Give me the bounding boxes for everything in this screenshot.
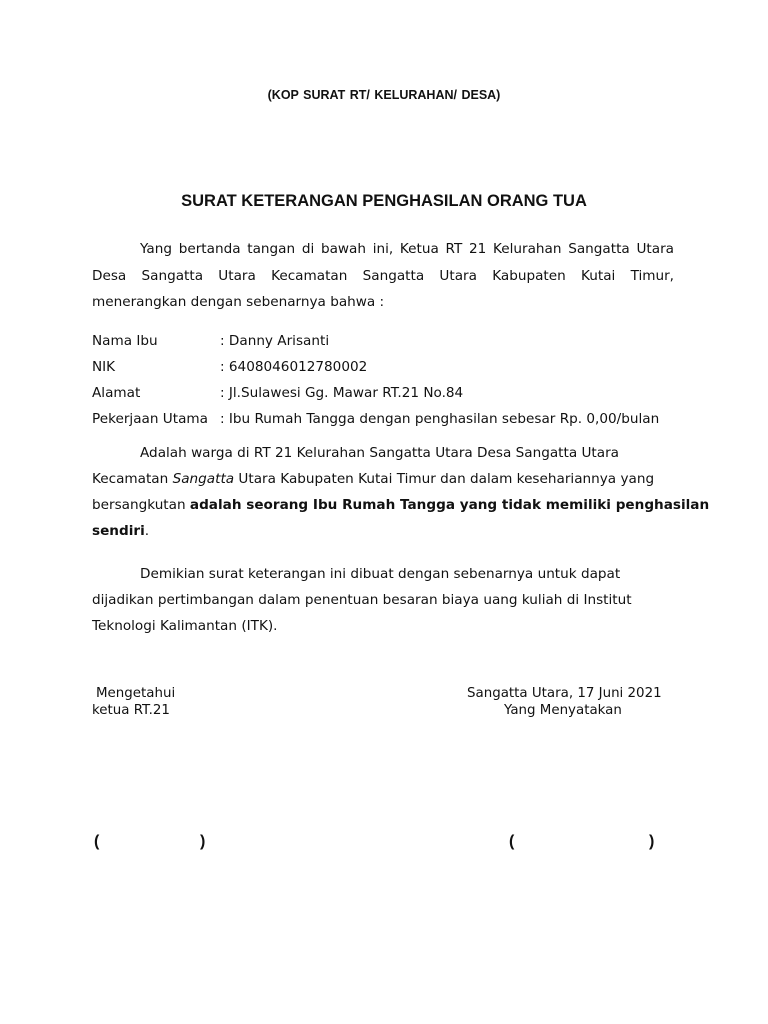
- right-signature-close-paren: ): [649, 833, 655, 850]
- field-label: Alamat: [92, 385, 141, 401]
- place-date: Sangatta Utara, 17 Juni 2021: [467, 686, 662, 701]
- statement-line: [92, 492, 709, 518]
- right-signature-open-paren: (: [509, 833, 515, 850]
- field-label: NIK: [92, 359, 116, 375]
- field-row-nik: [92, 357, 367, 377]
- statement-line: [92, 518, 149, 544]
- statement-line: Adalah warga di RT 21 Kelurahan Sangatta Utara Desa Sangatta Utara: [140, 445, 619, 461]
- left-signature-open-paren: (: [94, 833, 100, 850]
- letterhead-placeholder: (KOP SURAT RT/ KELURAHAN/ DESA): [267, 88, 501, 102]
- statement-line: [92, 466, 654, 492]
- acknowledged-label: Mengetahui: [96, 686, 176, 701]
- statement-bold-text: sendiri: [92, 523, 145, 539]
- closing-line: Teknologi Kalimantan (ITK).: [92, 618, 278, 634]
- statement-text: Utara Kabupaten Kutai Timur dan dalam kesehariannya yang: [234, 471, 655, 487]
- rt-head-label: ketua RT.21: [92, 703, 170, 718]
- field-row-nama-ibu: [92, 331, 329, 351]
- field-row-alamat: [92, 383, 463, 403]
- field-value: : Ibu Rumah Tangga dengan penghasilan sebesar Rp. 0,00/bulan: [220, 411, 660, 427]
- field-label: Pekerjaan Utama: [92, 411, 208, 427]
- document-title: SURAT KETERANGAN PENGHASILAN ORANG TUA: [181, 192, 587, 210]
- statement-text: .: [144, 523, 150, 539]
- intro-line: Desa Sangatta Utara Kecamatan Sangatta Utara Kabupaten Kutai Timur,: [92, 268, 674, 284]
- declarant-label: Yang Menyatakan: [504, 703, 622, 718]
- statement-text: bersangkutan: [92, 497, 190, 513]
- field-label: Nama Ibu: [92, 333, 158, 349]
- left-signature-close-paren: ): [200, 833, 206, 850]
- closing-line: Demikian surat keterangan ini dibuat dengan sebenarnya untuk dapat: [140, 566, 621, 582]
- field-value: : Jl.Sulawesi Gg. Mawar RT.21 No.84: [220, 385, 464, 401]
- intro-line: Yang bertanda tangan di bawah ini, Ketua RT 21 Kelurahan Sangatta Utara: [140, 241, 674, 257]
- field-value: : Danny Arisanti: [220, 333, 330, 349]
- statement-italic-text: Sangatta: [172, 471, 235, 487]
- field-row-pekerjaan: [92, 409, 659, 429]
- field-value: : 6408046012780002: [220, 359, 368, 375]
- closing-line: dijadikan pertimbangan dalam penentuan besaran biaya uang kuliah di Institut: [92, 592, 632, 608]
- statement-text: Kecamatan: [92, 471, 173, 487]
- intro-line: menerangkan dengan sebenarnya bahwa :: [92, 294, 385, 310]
- statement-bold-text: adalah seorang Ibu Rumah Tangga yang tidak memiliki penghasilan: [189, 497, 710, 513]
